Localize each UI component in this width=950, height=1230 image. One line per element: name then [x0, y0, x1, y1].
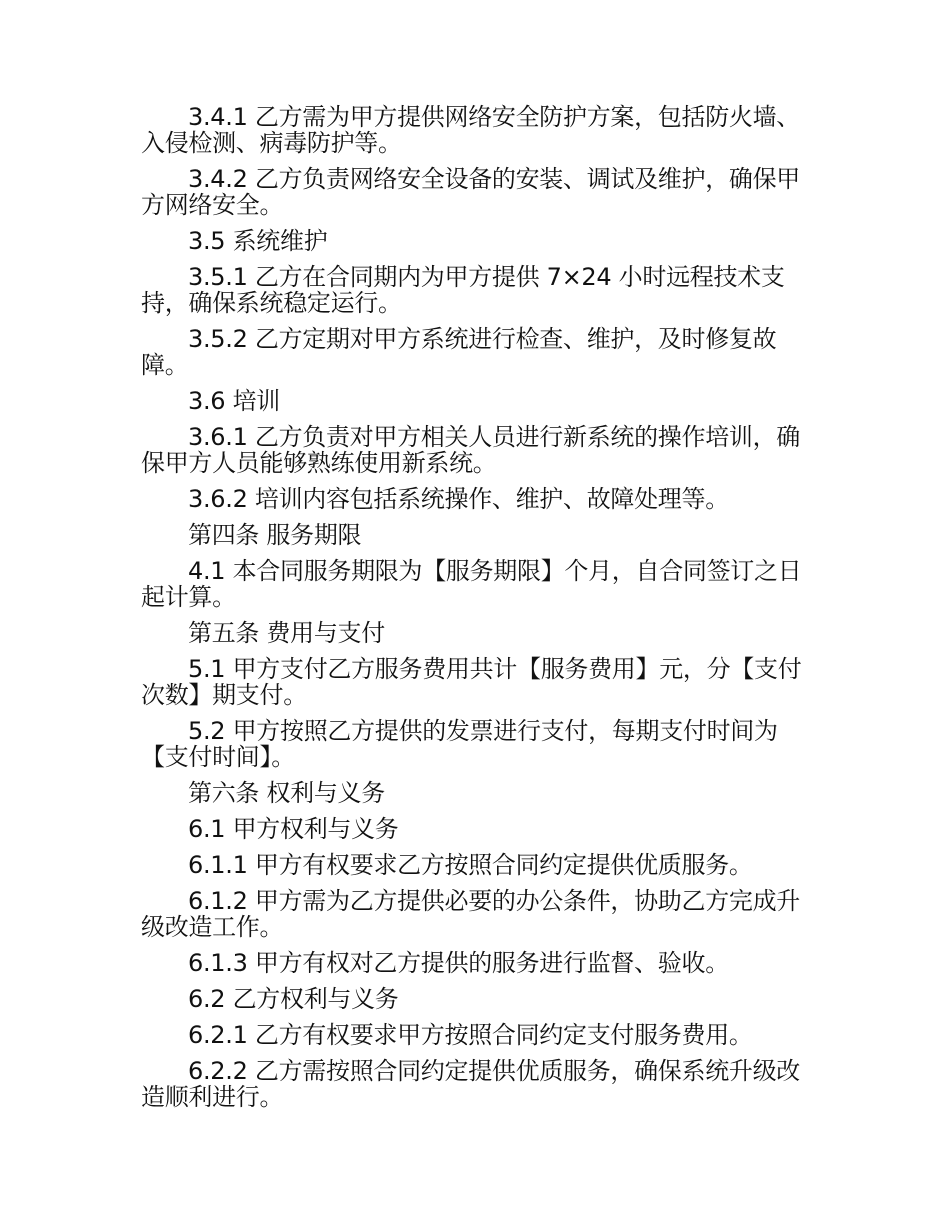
clause-3-6-2: 3.6.2 培训内容包括系统操作、维护、故障处理等。 — [188, 485, 729, 513]
clause-3-5-1: 3.5.1 乙方在合同期内为甲方提供 7×24 小时远程技术支持，确保系统稳定运行。 — [141, 263, 785, 317]
section-heading-6-2: 6.2 乙方权利与义务 — [188, 985, 399, 1013]
document-body — [141, 104, 805, 1120]
article-heading-5: 第五条 费用与支付 — [188, 619, 385, 647]
clause-3-6-1: 3.6.1 乙方负责对甲方相关人员进行新系统的操作培训，确保甲方人员能够熟练使用新系统。 — [141, 423, 800, 477]
section-heading-3-6: 3.6 培训 — [188, 387, 280, 415]
clause-6-1-3: 6.1.3 甲方有权对乙方提供的服务进行监督、验收。 — [188, 949, 729, 977]
clause-5-2: 5.2 甲方按照乙方提供的发票进行支付，每期支付时间为【支付时间】。 — [141, 717, 778, 771]
clause-6-2-1: 6.2.1 乙方有权要求甲方按照合同约定支付服务费用。 — [188, 1021, 753, 1049]
article-heading-4: 第四条 服务期限 — [188, 521, 362, 549]
article-heading-6: 第六条 权利与义务 — [188, 779, 385, 807]
section-heading-6-1: 6.1 甲方权利与义务 — [188, 815, 399, 843]
clause-3-4-1: 3.4.1 乙方需为甲方提供网络安全防护方案，包括防火墙、入侵检测、病毒防护等。 — [141, 103, 800, 157]
clause-4-1: 4.1 本合同服务期限为【服务期限】个月，自合同签订之日起计算。 — [141, 557, 802, 611]
clause-3-5-2: 3.5.2 乙方定期对甲方系统进行检查、维护，及时修复故障。 — [141, 325, 777, 379]
clause-6-1-2: 6.1.2 甲方需为乙方提供必要的办公条件，协助乙方完成升级改造工作。 — [141, 887, 800, 941]
clause-3-4-2: 3.4.2 乙方负责网络安全设备的安装、调试及维护，确保甲方网络安全。 — [141, 165, 800, 219]
clause-6-2-2: 6.2.2 乙方需按照合同约定提供优质服务，确保系统升级改造顺利进行。 — [141, 1057, 800, 1111]
section-heading-3-5: 3.5 系统维护 — [188, 227, 328, 255]
clause-6-1-1: 6.1.1 甲方有权要求乙方按照合同约定提供优质服务。 — [188, 851, 753, 879]
clause-5-1: 5.1 甲方支付乙方服务费用共计【服务费用】元，分【支付次数】期支付。 — [141, 655, 802, 709]
